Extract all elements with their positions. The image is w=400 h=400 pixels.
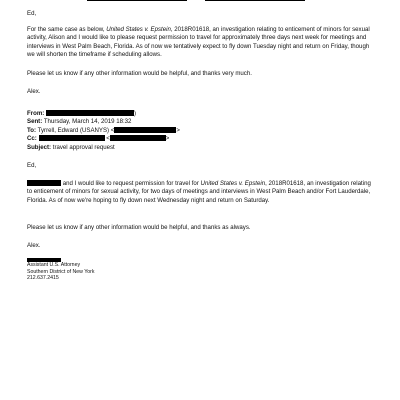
sent-row: Sent: Thursday, March 14, 2019 18:32 xyxy=(27,118,132,126)
redaction-top-right xyxy=(205,0,305,1)
email2-body: and I would like to request permission for travel for United States v. Epstein, 2018R01618, an investigation relating to enticement of minors for sexual activity, for two days of meetings and interviews in West Palm Beach and/or Fort Lauderdale, Florida. As of now we're hoping to fly down next Wednesday night and return on Saturday. xyxy=(27,180,371,204)
email2-closing: Please let us know if any other information would be helpful, and thanks as always. xyxy=(27,224,251,231)
cc-row: Cc: < > xyxy=(27,135,170,143)
redacted-sender xyxy=(46,110,134,116)
email2-greeting: Ed, xyxy=(27,162,37,169)
redacted-cc-name xyxy=(39,135,105,141)
subject-row: Subject: travel approval request xyxy=(27,143,115,151)
email1-greeting: Ed, xyxy=(27,10,37,17)
from-row: From: ) xyxy=(27,110,136,117)
redacted-colleague-name xyxy=(27,180,61,186)
forwarded-header xyxy=(27,110,377,152)
redaction-top-left xyxy=(87,0,187,1)
case-name: United States v. Epstein xyxy=(106,26,171,33)
email1-signature: Alex. xyxy=(27,88,41,95)
email-document xyxy=(27,0,377,400)
sig-office: Southern District of New York xyxy=(27,268,95,275)
to-row: To: Tyrrell, Edward (USANYS) < > xyxy=(27,126,180,134)
redacted-to-address xyxy=(114,127,176,133)
email1-body: For the same case as below, United States v. Epstein, 2018R01618, an investigation relating to enticement of minors for sexual activity, Alison and I would like to please request permission to travel for approximately three days next week for meetings and interviews in West Palm Beach, Florida. As of now we tentatively expect to fly down Tuesday night and return on Friday, though we will shorten the timeframe if scheduling allows. xyxy=(27,26,370,59)
email1-closing: Please let us know if any other information would be helpful, and thanks very much. xyxy=(27,70,252,77)
email2-signature: Alex. xyxy=(27,242,41,249)
case-name-2: United States v. Epstein xyxy=(200,180,266,187)
signature-block xyxy=(27,258,377,282)
sig-phone: 212.637.2415 xyxy=(27,275,59,282)
sig-title: Assistant U.S. Attorney xyxy=(27,262,81,268)
redacted-cc-address xyxy=(110,135,166,141)
